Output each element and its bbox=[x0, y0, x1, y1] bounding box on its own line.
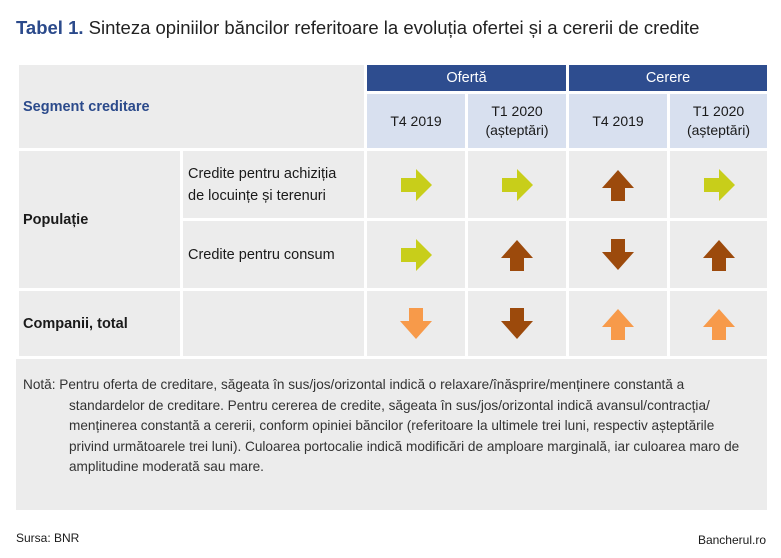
arrow-cell bbox=[467, 290, 568, 358]
arrow-up-icon bbox=[701, 306, 737, 342]
arrow-cell bbox=[568, 150, 669, 220]
group-header-cerere: Cerere bbox=[568, 64, 769, 93]
row-group-populatie: Populație bbox=[18, 150, 182, 290]
table-caption: Sinteza opiniilor băncilor referitoare la evoluția ofertei și a cererii de credite bbox=[88, 17, 700, 38]
arrow-cell bbox=[669, 290, 769, 358]
arrow-right-icon bbox=[398, 167, 434, 203]
table-note bbox=[23, 375, 758, 478]
row-group-companii: Companii, total bbox=[18, 290, 182, 358]
arrow-down-icon bbox=[499, 306, 535, 342]
arrow-cell bbox=[366, 220, 467, 290]
arrow-down-icon bbox=[600, 237, 636, 273]
arrow-cell bbox=[568, 290, 669, 358]
arrow-cell bbox=[467, 150, 568, 220]
arrow-cell bbox=[366, 150, 467, 220]
arrow-right-icon bbox=[499, 167, 535, 203]
arrow-right-icon bbox=[398, 237, 434, 273]
arrow-down-icon bbox=[398, 306, 434, 342]
period-header: T4 2019 bbox=[366, 93, 467, 150]
arrow-cell bbox=[366, 290, 467, 358]
credit-opinions-table bbox=[16, 62, 770, 359]
note-text: Notă: Pentru oferta de creditare, săgeata în sus/jos/orizontal indică o relaxare/înăsprire/menținere constantă a standardelor de creditare. Pentru cererea de credite, săgeata în sus/jos/orizontal indică avansul/contracția/ menținerea constantă a cererii, conform opiniei băncilor (referitoare la ultimele trei luni, respectiv așteptările privind următoarele trei luni). Culoarea portocalie indică modificări de amploare marginală, iar culoarea maro de amplitudine moderată sau mare. bbox=[23, 377, 740, 474]
arrow-up-icon bbox=[701, 237, 737, 273]
arrow-cell bbox=[669, 150, 769, 220]
arrow-cell bbox=[568, 220, 669, 290]
period-header: T1 2020 (așteptări) bbox=[669, 93, 769, 150]
period-header: T1 2020 (așteptări) bbox=[467, 93, 568, 150]
arrow-right-icon bbox=[701, 167, 737, 203]
arrow-cell bbox=[467, 220, 568, 290]
source-label: Sursa: BNR bbox=[16, 531, 80, 545]
table-title bbox=[16, 17, 699, 39]
group-header-oferta: Ofertă bbox=[366, 64, 568, 93]
arrow-up-icon bbox=[499, 237, 535, 273]
arrow-up-icon bbox=[600, 167, 636, 203]
arrow-cell bbox=[669, 220, 769, 290]
brand-label: Bancherul.ro bbox=[697, 533, 766, 547]
arrow-up-icon bbox=[600, 306, 636, 342]
table-label: Tabel 1. bbox=[16, 17, 84, 38]
category-housing-loans: Credite pentru achiziția de locuințe și terenuri bbox=[182, 150, 366, 220]
category-empty bbox=[182, 290, 366, 358]
period-header: T4 2019 bbox=[568, 93, 669, 150]
category-consumer-loans: Credite pentru consum bbox=[182, 220, 366, 290]
segment-header: Segment creditare bbox=[18, 64, 366, 150]
